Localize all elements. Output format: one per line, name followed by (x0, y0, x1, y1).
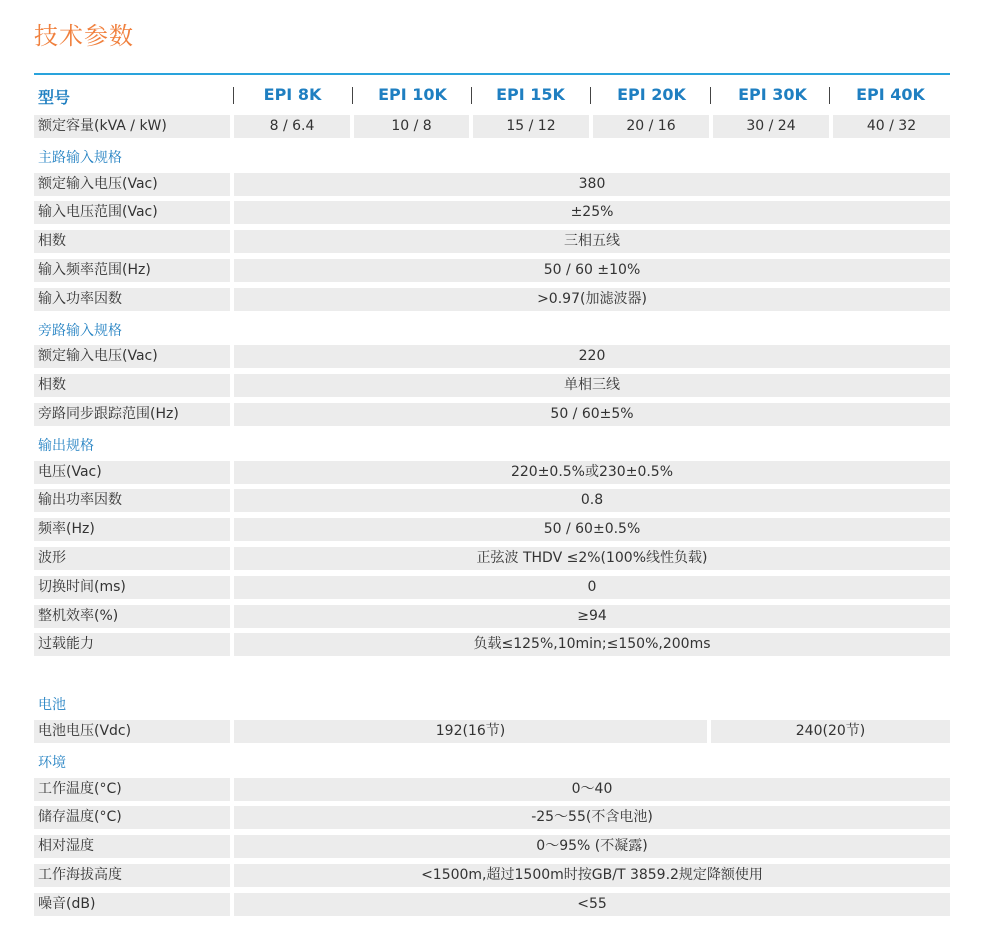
row-value: 0 (234, 576, 950, 599)
table-row (34, 602, 950, 631)
table-row (34, 832, 950, 861)
row-label: 相数 (34, 374, 230, 397)
row-value: -25～55(不含电池) (234, 806, 950, 829)
capacity-value: 20 / 16 (593, 115, 709, 138)
header-row (34, 75, 950, 112)
table-row (34, 486, 950, 515)
section-heading: 主路输入规格 (38, 149, 122, 166)
section-row (34, 688, 950, 717)
row-value: 0～40 (234, 778, 950, 801)
row-value: 正弦波 THDV ≤2%(100%线性负载) (234, 547, 950, 570)
row-label: 相对湿度 (34, 835, 230, 858)
row-label: 相数 (34, 230, 230, 253)
table-row (34, 861, 950, 890)
battery-voltage-value: 192(16节) (234, 720, 707, 743)
row-value: <55 (234, 893, 950, 916)
battery-voltage-value: 240(20节) (711, 720, 950, 743)
divider (352, 87, 353, 104)
row-value: 50 / 60±5% (234, 403, 950, 426)
table-row (34, 227, 950, 256)
section-heading: 输出规格 (38, 437, 94, 454)
row-value: 380 (234, 173, 950, 196)
section-row (34, 429, 950, 458)
row-value: ≥94 (234, 605, 950, 628)
capacity-value: 40 / 32 (833, 115, 950, 138)
row-label: 过载能力 (34, 633, 230, 656)
row-value: 220±0.5%或230±0.5% (234, 461, 950, 484)
section-heading: 电池 (38, 697, 66, 714)
row-label: 切换时间(ms) (34, 576, 230, 599)
row-label: 噪音(dB) (34, 893, 230, 916)
divider (710, 87, 711, 104)
divider (590, 87, 591, 104)
row-label: 输出功率因数 (34, 489, 230, 512)
capacity-value: 30 / 24 (713, 115, 829, 138)
capacity-value: 8 / 6.4 (234, 115, 350, 138)
row-label: 额定输入电压(Vac) (34, 173, 230, 196)
row-label: 额定容量(kVA / kW) (34, 115, 230, 138)
row-label: 输入电压范围(Vac) (34, 201, 230, 224)
model-30k: EPI 30K (738, 85, 807, 104)
row-label: 电压(Vac) (34, 461, 230, 484)
section-row (34, 746, 950, 775)
row-label: 工作温度(°C) (34, 778, 230, 801)
table-row (34, 775, 950, 804)
row-label: 电池电压(Vdc) (34, 720, 230, 743)
table-row (34, 515, 950, 544)
table-row (34, 170, 950, 199)
spec-table (34, 73, 950, 919)
row-value: 负载≤125%,10min;≤150%,200ms (234, 633, 950, 656)
table-row (34, 256, 950, 285)
row-value: 单相三线 (234, 374, 950, 397)
row-value: <1500m,超过1500m时按GB/T 3859.2规定降额使用 (234, 864, 950, 887)
row-value: 0～95% (不凝露) (234, 835, 950, 858)
table-row (34, 544, 950, 573)
table-row (34, 803, 950, 832)
model-15k: EPI 15K (496, 85, 565, 104)
row-value: 三相五线 (234, 230, 950, 253)
row-value: 50 / 60 ±10% (234, 259, 950, 282)
row-value: 0.8 (234, 489, 950, 512)
table-row (34, 198, 950, 227)
row-label: 频率(Hz) (34, 518, 230, 541)
row-value: ±25% (234, 201, 950, 224)
model-header-label: 型号 (38, 88, 71, 107)
model-10k: EPI 10K (378, 85, 447, 104)
model-40k: EPI 40K (856, 85, 925, 104)
row-label: 整机效率(%) (34, 605, 230, 628)
row-label: 工作海拔高度 (34, 864, 230, 887)
section-row (34, 314, 950, 343)
table-row (34, 573, 950, 602)
table-row (34, 285, 950, 314)
section-row (34, 141, 950, 170)
table-row (34, 371, 950, 400)
spacer (34, 659, 950, 688)
section-heading: 环境 (38, 754, 66, 771)
row-value: 50 / 60±0.5% (234, 518, 950, 541)
row-label: 输入功率因数 (34, 288, 230, 311)
page-title: 技术参数 (34, 22, 134, 50)
capacity-value: 15 / 12 (473, 115, 589, 138)
row-label: 旁路同步跟踪范围(Hz) (34, 403, 230, 426)
table-row (34, 630, 950, 659)
row-label: 额定输入电压(Vac) (34, 345, 230, 368)
table-row (34, 112, 950, 141)
table-row (34, 400, 950, 429)
row-label: 输入频率范围(Hz) (34, 259, 230, 282)
table-row (34, 342, 950, 371)
row-label: 储存温度(°C) (34, 806, 230, 829)
row-value: >0.97(加滤波器) (234, 288, 950, 311)
table-row (34, 890, 950, 919)
table-row (34, 717, 950, 746)
table-row (34, 458, 950, 487)
divider (829, 87, 830, 104)
capacity-value: 10 / 8 (354, 115, 469, 138)
row-value: 220 (234, 345, 950, 368)
row-label: 波形 (34, 547, 230, 570)
section-heading: 旁路输入规格 (38, 322, 122, 339)
model-20k: EPI 20K (617, 85, 686, 104)
model-8k: EPI 8K (263, 85, 322, 104)
